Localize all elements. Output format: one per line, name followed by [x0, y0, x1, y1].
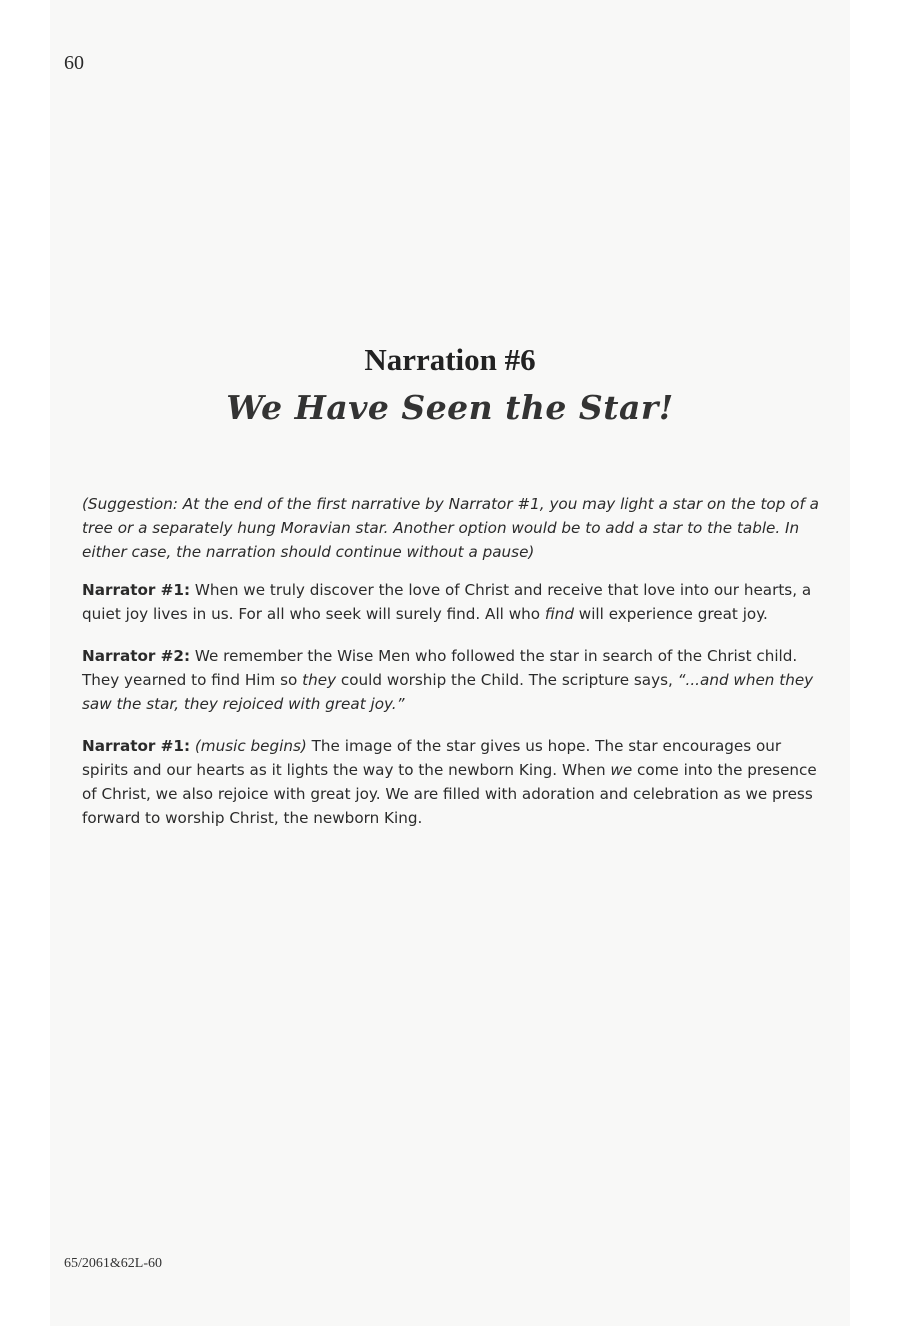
paragraph-text: could worship the Child. The scripture says, — [336, 671, 678, 689]
suggestion-note: (Suggestion: At the end of the first narrative by Narrator #1, you may light a star on the top of a tree or a separately hung Moravian star. Another option would be to add a star to the table. In either case, the narration should continue without a pause) — [82, 495, 819, 561]
speaker-label: Narrator #2: — [82, 647, 191, 665]
paragraph-text: The image of the star gives us hope. The star encourages our spirits and our hearts as it lights the way to the newborn King. When — [82, 737, 782, 779]
narration-paragraph — [82, 578, 824, 626]
catalog-code: 65/2061&62L-60 — [64, 1256, 162, 1271]
narration-subtitle: We Have Seen the Star! — [226, 388, 674, 427]
narration-body — [82, 492, 824, 848]
emphasis-text: they — [302, 671, 337, 689]
paragraph-text: When we truly discover the love of Christ and receive that love into our hearts, a quiet joy lives in us. For all who seek will surely find. All who — [82, 581, 812, 623]
paragraph-text: will experience great joy. — [573, 605, 768, 623]
scripture-quote: “...and when they saw the star, they rejoiced with great joy.” — [82, 671, 814, 713]
speaker-label: Narrator #1: — [82, 737, 191, 755]
stage-direction: (music begins) — [190, 737, 307, 755]
speaker-label: Narrator #1: — [82, 581, 191, 599]
paragraph-text: We remember the Wise Men who followed the star in search of the Christ child. They yearned to find Him so — [82, 647, 798, 689]
narration-title: Narration #6 — [364, 342, 536, 377]
paragraph-text: come into the presence of Christ, we also rejoice with great joy. We are filled with adoration and celebration as we press forward to worship Christ, the newborn King. — [82, 761, 817, 827]
narration-paragraph — [82, 734, 824, 830]
page-number: 60 — [64, 52, 84, 74]
narration-paragraph — [82, 644, 824, 716]
emphasis-text: we — [610, 761, 633, 779]
emphasis-text: find — [544, 605, 574, 623]
